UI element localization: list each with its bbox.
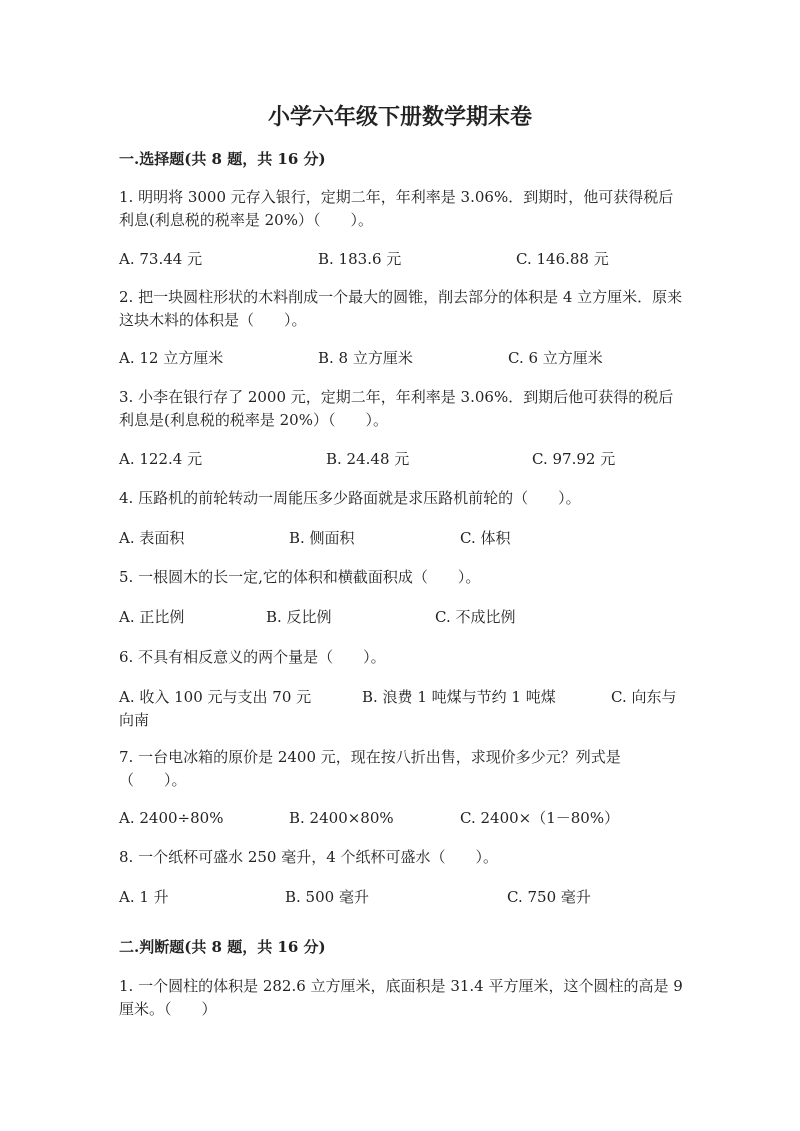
question-text: 6. 不具有相反意义的两个量是（ ）。 bbox=[119, 648, 386, 666]
option-a: A. 表面积 bbox=[119, 529, 185, 547]
option-c: C. 体积 bbox=[460, 529, 511, 547]
question-text: 8. 一个纸杯可盛水 250 毫升，4 个纸杯可盛水（ ）。 bbox=[119, 848, 499, 866]
option-c: C. 2400×（1－80%） bbox=[460, 809, 620, 827]
option-b: B. 8 立方厘米 bbox=[318, 349, 413, 367]
page-title: 小学六年级下册数学期末卷 bbox=[267, 104, 532, 130]
option-a: A. 2400÷80% bbox=[119, 809, 224, 827]
question-text: 1. 明明将 3000 元存入银行，定期二年，年利率是 3.06%．到期时，他可获得税后利息(利息税的税率是 20%）（ ）。 bbox=[119, 188, 674, 229]
option-c: C. 6 立方厘米 bbox=[508, 349, 603, 367]
option-c: C. 146.88 元 bbox=[516, 250, 609, 268]
option-b: B. 500 毫升 bbox=[285, 888, 369, 906]
option-a: A. 12 立方厘米 bbox=[119, 349, 224, 367]
section-heading: 二.判断题(共 8 题，共 16 分) bbox=[119, 938, 326, 956]
question-text: 4. 压路机的前轮转动一周能压多少路面就是求压路机前轮的（ ）。 bbox=[119, 489, 581, 507]
question-text: 7. 一台电冰箱的原价是 2400 元，现在按八折出售，求现价多少元？列式是（ ）。 bbox=[119, 748, 621, 789]
option-b: B. 24.48 元 bbox=[326, 450, 410, 468]
option-b: B. 2400×80% bbox=[289, 809, 394, 827]
option-a: A. 收入 100 元与支出 70 元 bbox=[119, 688, 312, 706]
option-c: C. 不成比例 bbox=[435, 608, 516, 626]
option-c: C. 750 毫升 bbox=[507, 888, 591, 906]
question-text: 1. 一个圆柱的体积是 282.6 立方厘米，底面积是 31.4 平方厘米，这个圆柱的高是 9 厘米。（ ） bbox=[119, 977, 683, 1018]
question-text: 2. 把一块圆柱形状的木料削成一个最大的圆锥，削去部分的体积是 4 立方厘米．原来这块木料的体积是（ ）。 bbox=[119, 288, 683, 329]
question-text: 3. 小李在银行存了 2000 元，定期二年，年利率是 3.06%．到期后他可获得的税后利息是(利息税的税率是 20%）（ ）。 bbox=[119, 388, 674, 429]
option-b: B. 浪费 1 吨煤与节约 1 吨煤 bbox=[362, 688, 556, 706]
option-a: A. 正比例 bbox=[119, 608, 185, 626]
option-a: A. 122.4 元 bbox=[119, 450, 203, 468]
option-c: C. 向东与向南 bbox=[119, 688, 677, 729]
section-heading: 一.选择题(共 8 题，共 16 分) bbox=[119, 150, 326, 168]
option-c: C. 97.92 元 bbox=[532, 450, 616, 468]
option-b: B. 反比例 bbox=[266, 608, 332, 626]
option-a: A. 1 升 bbox=[119, 888, 169, 906]
question-text: 5. 一根圆木的长一定,它的体积和横截面积成（ ）。 bbox=[119, 568, 481, 586]
option-b: B. 侧面积 bbox=[289, 529, 355, 547]
option-a: A. 73.44 元 bbox=[119, 250, 203, 268]
option-b: B. 183.6 元 bbox=[318, 250, 402, 268]
